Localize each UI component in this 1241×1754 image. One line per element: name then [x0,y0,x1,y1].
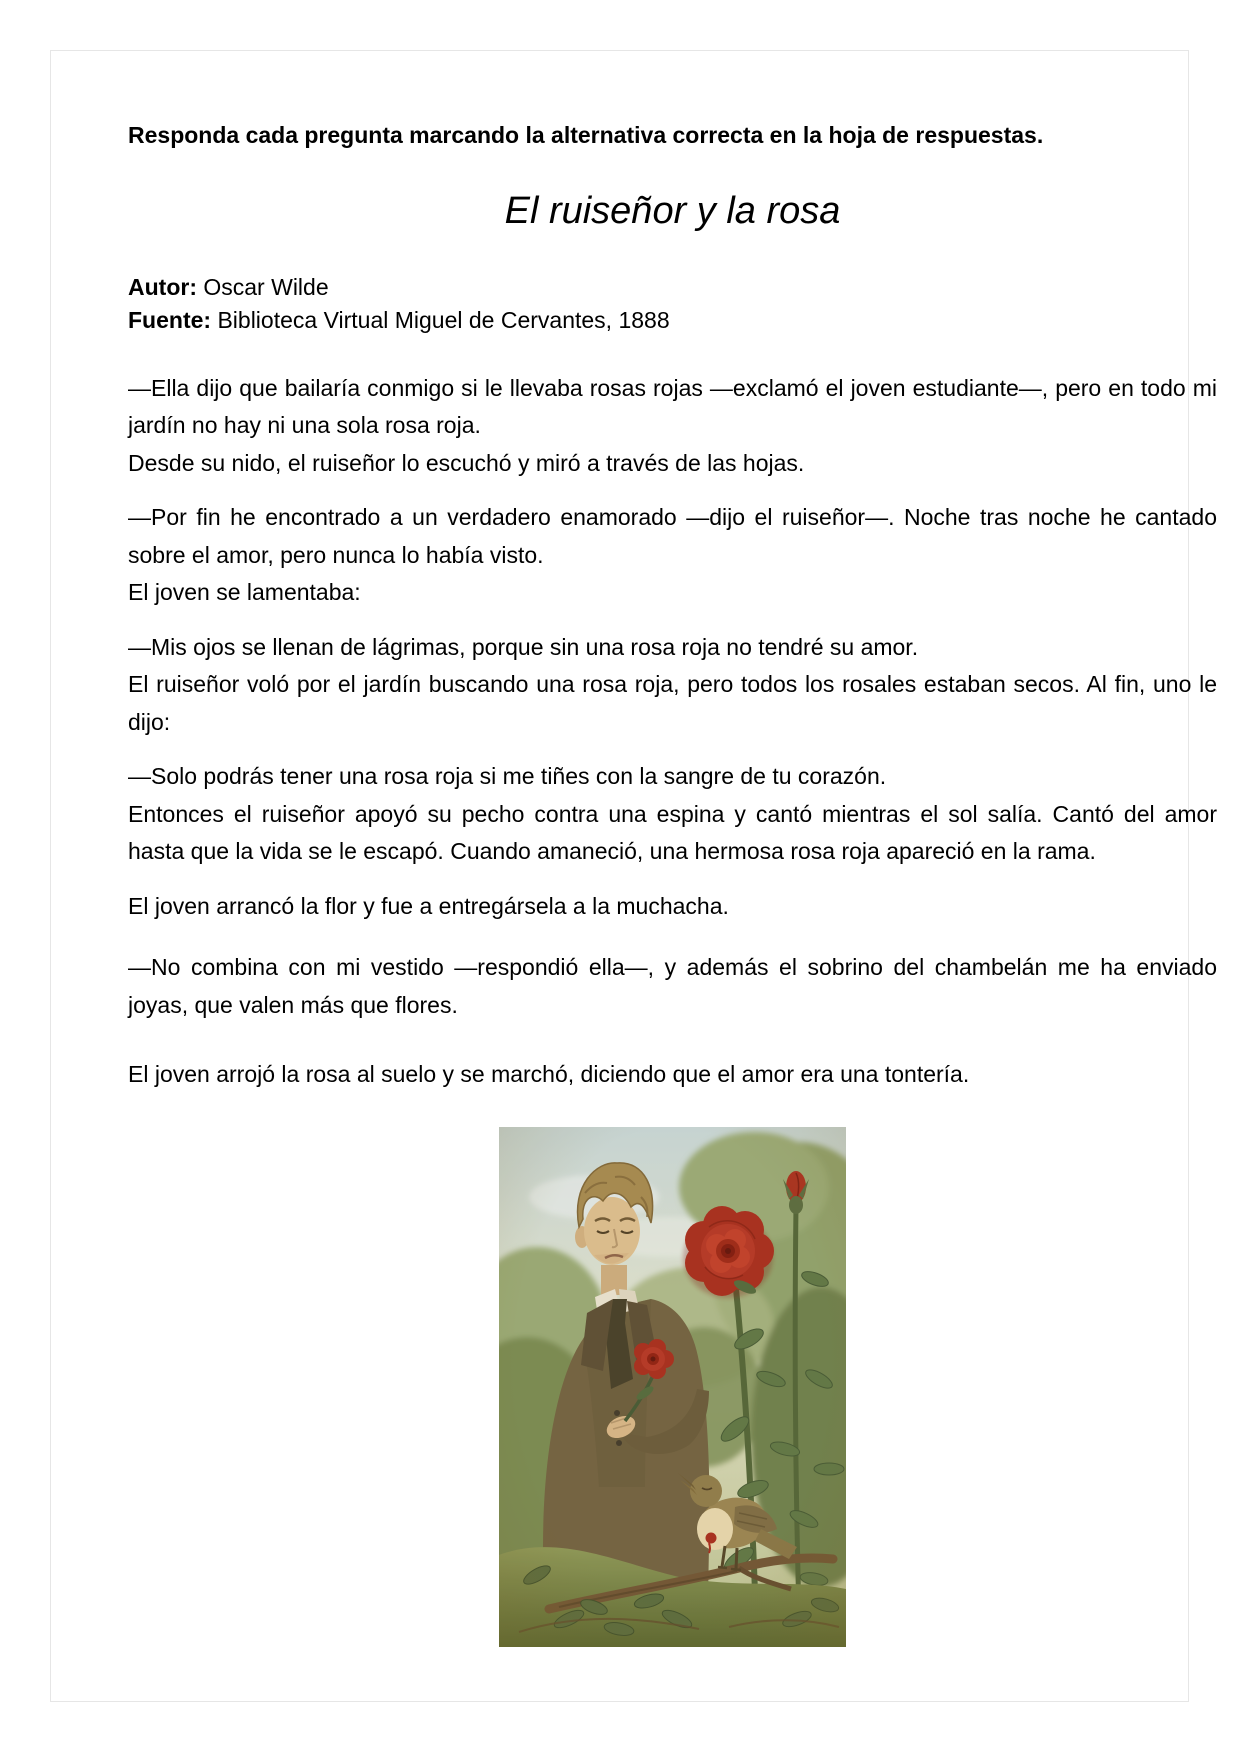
author-value: Oscar Wilde [203,273,329,300]
story-title: El ruiseñor y la rosa [504,189,841,232]
story-illustration [499,1127,846,1647]
page-content [128,117,1217,1647]
story-paragraph: —Solo podrás tener una rosa roja si me tiñes con la sangre de tu corazón. Entonces el ruiseñor apoyó su pecho contra una espina y cantó mientras el sol salía. Cantó del amor hasta que la vida se le escapó. Cuando amaneció, una hermosa rosa roja apareció en la rama. [128,763,1217,864]
story-paragraph: El joven arrojó la rosa al suelo y se marchó, diciendo que el amor era una tontería. [128,1061,970,1087]
illustration-image [499,1127,846,1647]
instruction-text: Responda cada pregunta marcando la alternativa correcta en la hoja de respuestas. [128,122,1044,148]
story-paragraph: —Por fin he encontrado a un verdadero enamorado —dijo el ruiseñor—. Noche tras noche he cantado sobre el amor, pero nunca lo había visto. El joven se lamentaba: [128,504,1217,605]
story-paragraph: —Ella dijo que bailaría conmigo si le llevaba rosas rojas —exclamó el joven estudiante—, pero en todo mi jardín no hay ni una sola rosa roja. Desde su nido, el ruiseñor lo escuchó y miró a través de las hojas. [128,374,1217,476]
document-page [50,50,1217,1702]
story-paragraph: —No combina con mi vestido —respondió ella—, y además el sobrino del chambelán me ha enviado joyas, que valen más que flores. [128,954,1217,1018]
source-line [128,304,1217,337]
story-paragraph: El joven arrancó la flor y fue a entregársela a la muchacha. [128,892,729,919]
author-line [128,271,1217,304]
story-paragraph: —Mis ojos se llenan de lágrimas, porque sin una rosa roja no tendré su amor. El ruiseñor voló por el jardín buscando una rosa roja, pero todos los rosales estaban secos. Al fin, uno le dijo: [128,633,1217,735]
source-value: Biblioteca Virtual Miguel de Cervantes, 1888 [217,306,670,333]
byline [128,271,1217,337]
source-label: Fuente: [128,306,212,333]
author-label: Autor: [128,273,197,300]
